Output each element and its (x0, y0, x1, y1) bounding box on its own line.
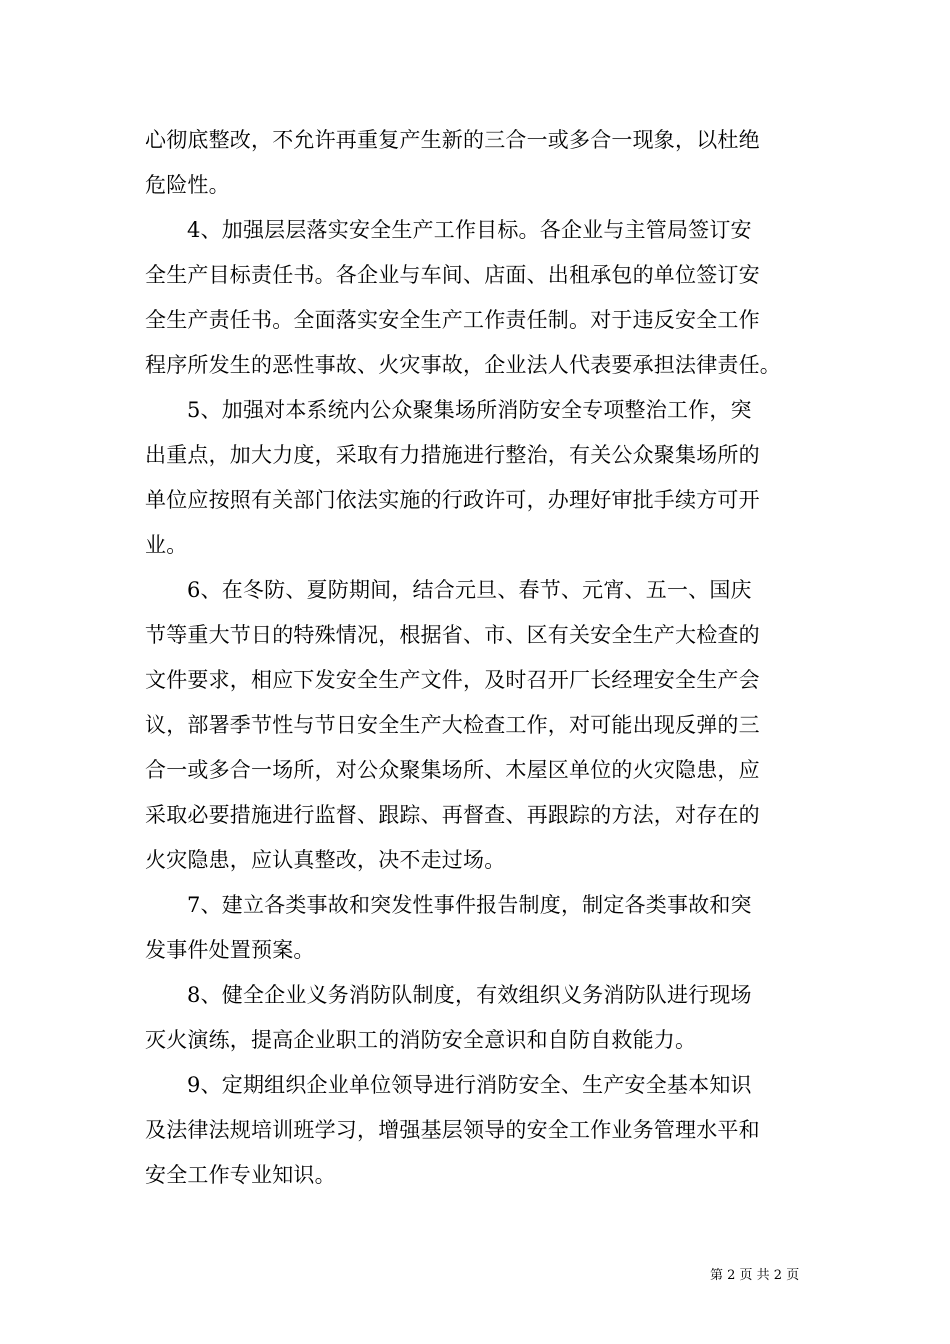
paragraph-7-line: 7、建立各类事故和突发性事件报告制度，制定各类事故和突 (187, 893, 752, 917)
paragraph-9-line: 安全工作专业知识。 (145, 1163, 336, 1187)
paragraph-8-line: 8、健全企业义务消防队制度，有效组织义务消防队进行现场 (187, 983, 752, 1007)
paragraph-8-line: 灭火演练，提高企业职工的消防安全意识和自防自救能力。 (145, 1028, 697, 1052)
document-body (145, 118, 807, 1198)
text-line: 心彻底整改，不允许再重复产生新的三合一或多合一现象，以杜绝 (145, 128, 760, 152)
paragraph-7-line: 发事件处置预案。 (145, 938, 315, 962)
paragraph-5-line: 单位应按照有关部门依法实施的行政许可，办理好审批手续方可开 (145, 488, 760, 512)
paragraph-5-line: 业。 (145, 533, 188, 557)
paragraph-4-line: 程序所发生的恶性事故、火灾事故，企业法人代表要承担法律责任。 (145, 353, 781, 377)
paragraph-6-line: 文件要求，相应下发安全生产文件，及时召开厂长经理安全生产会 (145, 668, 760, 692)
paragraph-6-line: 6、在冬防、夏防期间，结合元旦、春节、元宵、五一、国庆 (187, 578, 752, 602)
paragraph-5-line: 出重点，加大力度，采取有力措施进行整治，有关公众聚集场所的 (145, 443, 760, 467)
paragraph-6-line: 采取必要措施进行监督、跟踪、再督查、再跟踪的方法，对存在的 (145, 803, 760, 827)
paragraph-4-line: 4、加强层层落实安全生产工作目标。各企业与主管局签订安 (187, 218, 752, 242)
paragraph-6-line: 议，部署季节性与节日安全生产大检查工作，对可能出现反弹的三 (145, 713, 760, 737)
paragraph-6-line: 火灾隐患，应认真整改，决不走过场。 (145, 848, 506, 872)
paragraph-4-line: 全生产目标责任书。各企业与车间、店面、出租承包的单位签订安 (145, 263, 760, 287)
paragraph-4-line: 全生产责任书。全面落实安全生产工作责任制。对于违反安全工作 (145, 308, 760, 332)
paragraph-6-line: 合一或多合一场所，对公众聚集场所、木屋区单位的火灾隐患，应 (145, 758, 760, 782)
page-number: 第 2 页 共 2 页 (710, 1268, 800, 1283)
paragraph-6-line: 节等重大节日的特殊情况，根据省、市、区有关安全生产大检查的 (145, 623, 760, 647)
text-line: 危险性。 (145, 173, 230, 197)
paragraph-9-line: 9、定期组织企业单位领导进行消防安全、生产安全基本知识 (187, 1073, 752, 1097)
paragraph-9-line: 及法律法规培训班学习，增强基层领导的安全工作业务管理水平和 (145, 1118, 760, 1142)
paragraph-5-line: 5、加强对本系统内公众聚集场所消防安全专项整治工作，突 (187, 398, 752, 422)
